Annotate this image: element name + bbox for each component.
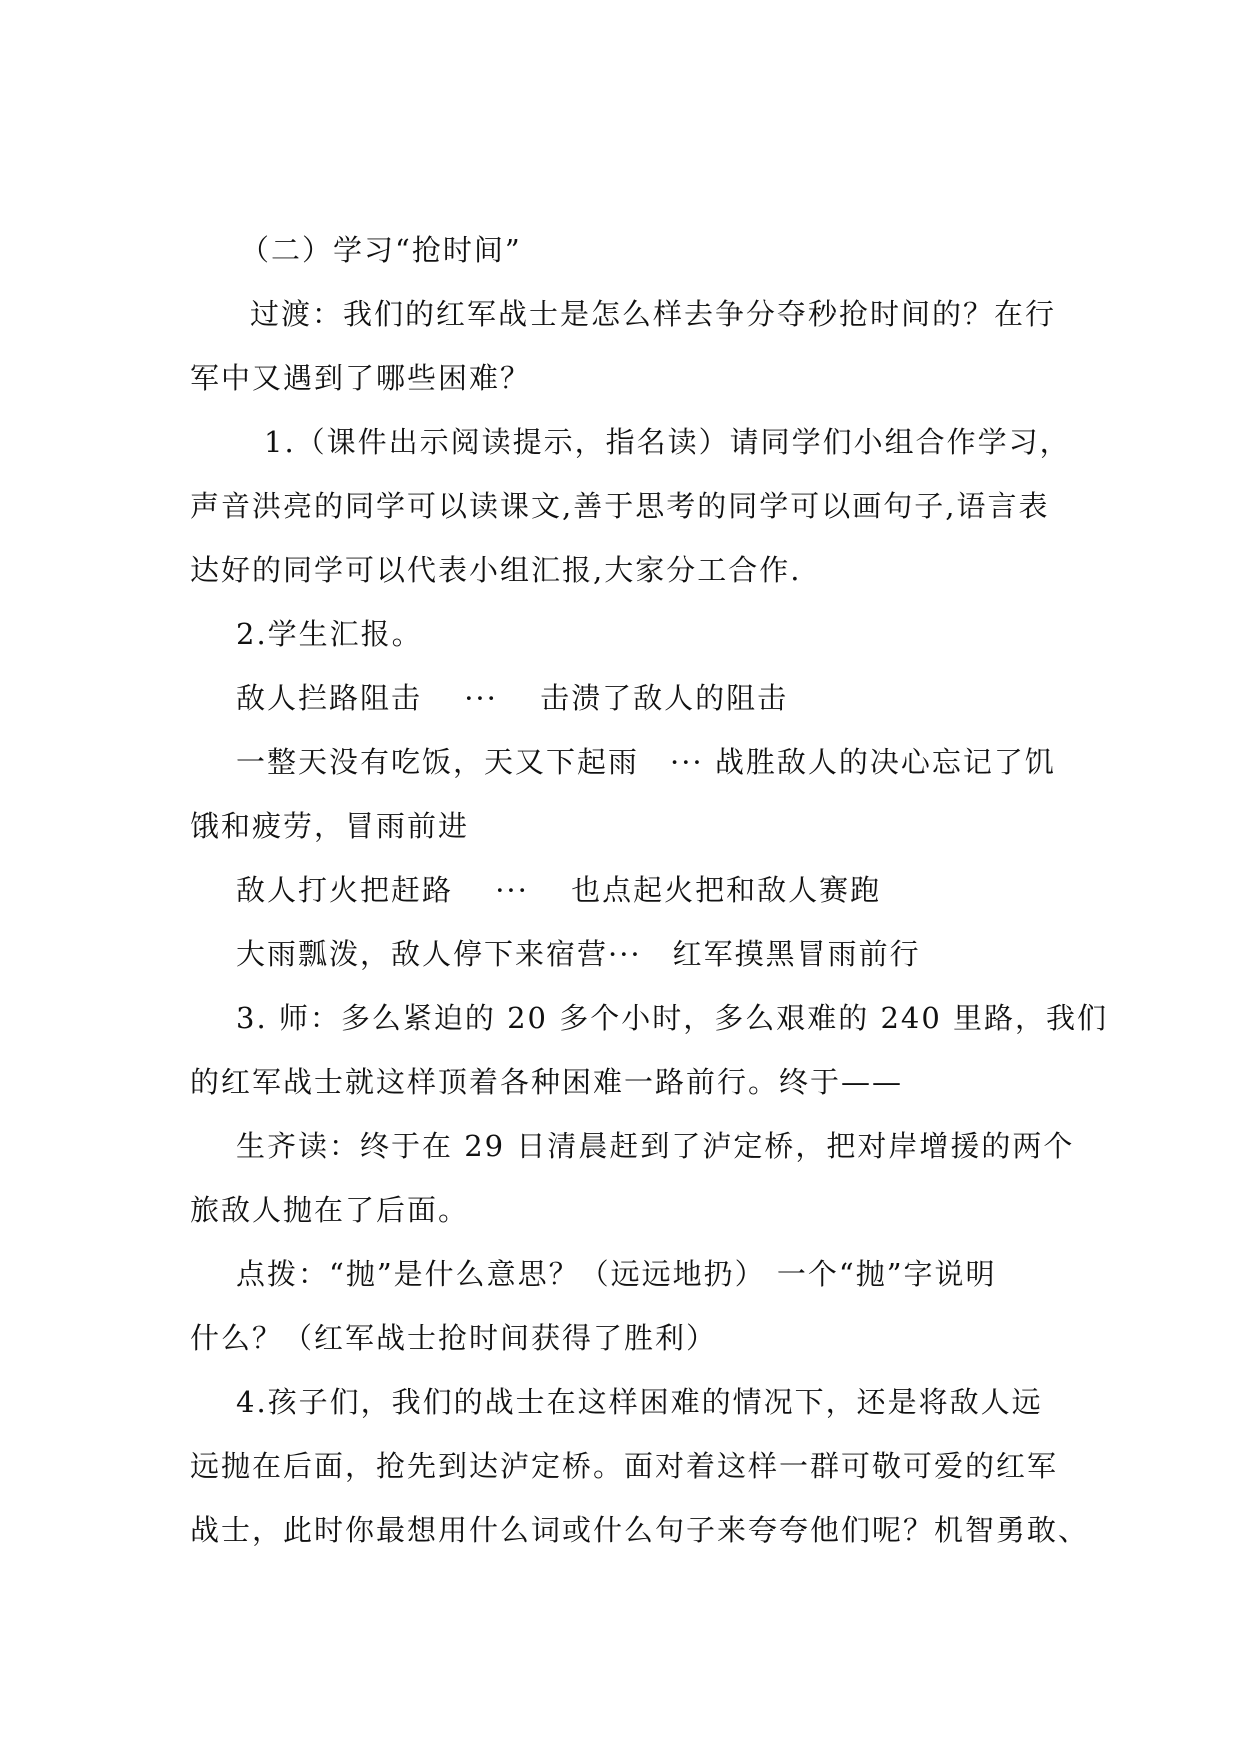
paragraph-line: 敌人打火把赶路 ··· 也点起火把和敌人赛跑 (236, 873, 882, 907)
paragraph-line: 1.（课件出示阅读提示，指名读）请同学们小组合作学习， (264, 425, 1071, 459)
paragraph-line: 大雨瓢泼，敌人停下来宿营··· 红军摸黑冒雨前行 (236, 937, 921, 971)
paragraph-line: 过渡：我们的红军战士是怎么样去争分夺秒抢时间的？在行 (250, 297, 1057, 331)
paragraph-line: 旅敌人抛在了后面。 (190, 1193, 470, 1227)
paragraph-line: 军中又遇到了哪些困难？ (190, 361, 532, 395)
paragraph-line: 的红军战士就这样顶着各种困难一路前行。终于—— (190, 1065, 904, 1099)
section-heading: （二）学习“抢时间” (240, 233, 522, 267)
paragraph-line: 远抛在后面，抢先到达泸定桥。面对着这样一群可敬可爱的红军 (190, 1449, 1059, 1483)
paragraph-line: 达好的同学可以代表小组汇报,大家分工合作. (190, 553, 802, 587)
paragraph-line: 声音洪亮的同学可以读课文,善于思考的同学可以画句子,语言表 (190, 489, 1050, 523)
paragraph-line: 点拨：“抛”是什么意思？（远远地扔） 一个“抛”字说明 (236, 1257, 997, 1291)
paragraph-line: 战士，此时你最想用什么词或什么句子来夸夸他们呢？机智勇敢、 (190, 1513, 1090, 1547)
paragraph-line: 3. 师：多么紧迫的 20 多个小时，多么艰难的 240 里路，我们 (236, 1001, 1109, 1035)
paragraph-line: 生齐读：终于在 29 日清晨赶到了泸定桥，把对岸增援的两个 (236, 1129, 1075, 1163)
paragraph-line: 4.孩子们，我们的战士在这样困难的情况下，还是将敌人远 (236, 1385, 1043, 1419)
document-body (190, 218, 1109, 1562)
paragraph-line: 一整天没有吃饭，天又下起雨 ··· 战胜敌人的决心忘记了饥 (236, 745, 1056, 779)
paragraph-line: 饿和疲劳，冒雨前进 (190, 809, 470, 843)
paragraph-line: 敌人拦路阻击 ··· 击溃了敌人的阻击 (236, 681, 789, 715)
paragraph-line: 什么？（红军战士抢时间获得了胜利） (190, 1321, 718, 1355)
paragraph-line: 2.学生汇报。 (236, 617, 423, 651)
